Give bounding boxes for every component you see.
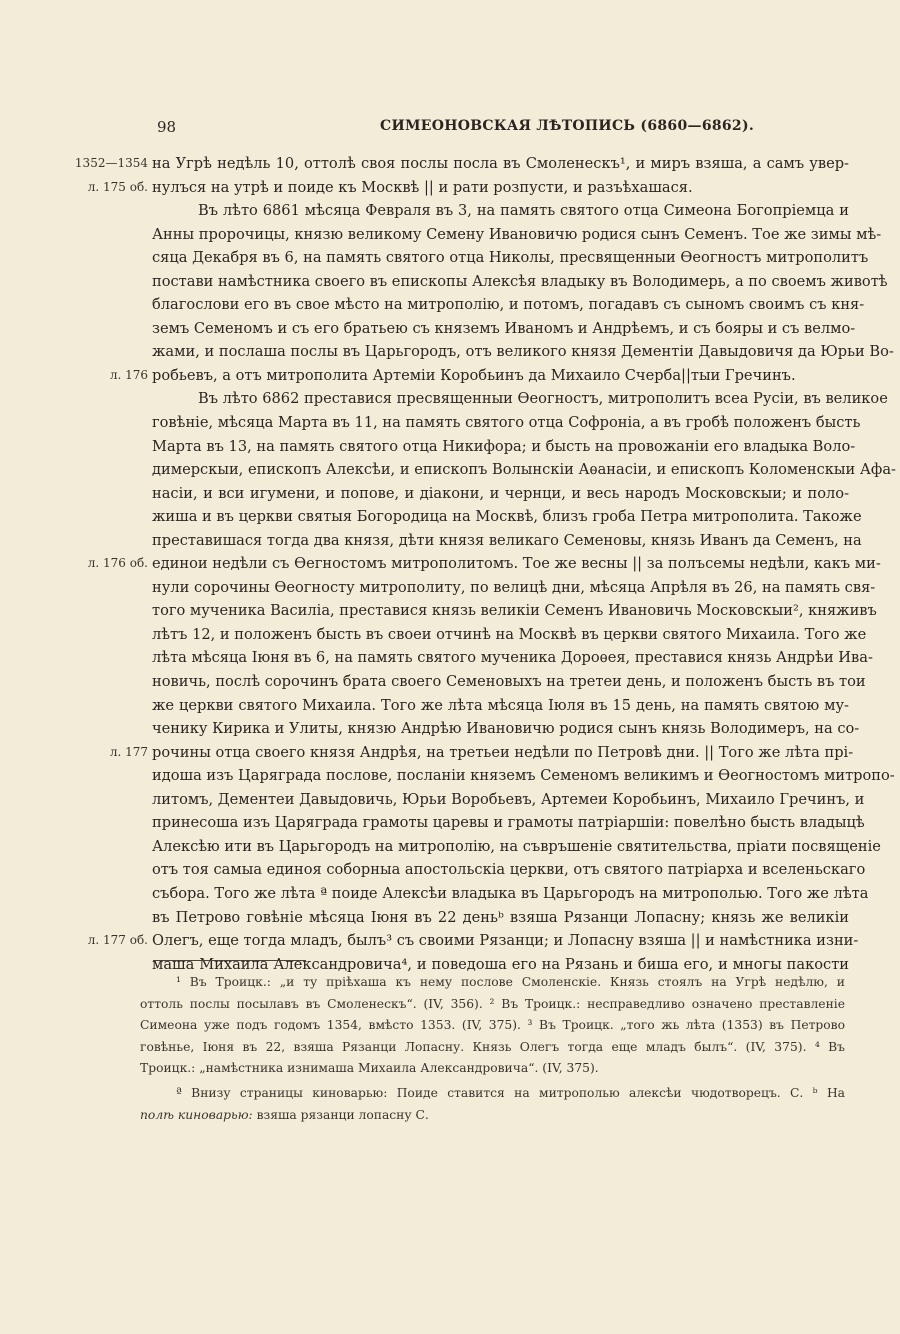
line-text: же церкви святого Михаила. Того же лѣта мѣсяца Іюля въ 15 день, на память святою му- [152,696,849,714]
line-text: говѣніе, мѣсяца Марта въ 11, на память святого отца Софроніа, а въ гробѣ положенъ бысть [152,414,861,432]
text-line [0,623,900,647]
note-line [140,1105,845,1127]
text-line [0,152,900,176]
margin-note: л. 177 об. [87,933,148,948]
running-title: СИМЕОНОВСКАЯ ЛѢТОПИСЬ (6860—6862). [380,118,755,134]
line-text: димерскыи, епископъ Алексѣи, и епископъ Волынскіи Аѳанасіи, и епископъ Коломенскыи Афа- [152,461,896,479]
line-text: Марта въ 13, на память святого отца Никифора; и бысть на провожаніи его владыка Воло- [152,437,856,455]
margin-note: 1352—1354 [74,156,148,170]
line-text: Въ лѣто 6862 преставися пресвященныи Ѳеогностъ, митрополитъ всеа Русіи, въ великое [198,390,888,408]
text-line [0,929,900,953]
text-line [0,882,900,906]
text-line [0,317,900,341]
line-text: благослови его въ свое мѣсто на митрополію, и потомъ, погадавъ съ сыномъ своимъ съ кня- [152,296,865,314]
text-line [0,411,900,435]
line-text: Въ лѣто 6861 мѣсяца Февраля въ 3, на память святого отца Симеона Богопріемца и [198,202,849,220]
line-text: рочины отца своего князя Андрѣя, на третьеи недѣли по Петровѣ дни. || Того же лѣта прі- [152,743,854,761]
margin-note: л. 176 об. [87,556,148,571]
text-line [0,270,900,294]
line-text: новичь, послѣ сорочинъ брата своего Семеновыхъ на третеи день, и положенъ бысть въ тои [152,673,866,691]
line-text: преставишася тогда два князя, дѣти князя великаго Семеновы, князь Иванъ да Семенъ, на [152,531,862,549]
line-text: Алексѣю ити въ Царьгородъ на митрополію, на съвръшеніе святительства, пріати посвященіе [152,837,881,855]
line-text: робьевъ, а отъ митрополита Артеміи Коробьинъ да Михаило Счерба||тыи Гречинъ. [152,366,796,384]
text-line [0,811,900,835]
text-line [0,858,900,882]
line-text: Анны пророчицы, князю великому Семену Ивановичю родися сынъ Семенъ. Тое же зимы мѣ- [152,225,882,243]
text-line [0,387,900,411]
margin-note: л. 177 [109,744,148,759]
line-text: земъ Семеномъ и съ его братьею съ княземъ Иваномъ и Андрѣемъ, и съ бояры и съ велмо- [152,319,856,337]
text-line [0,576,900,600]
text-line [0,717,900,741]
text-line [0,694,900,718]
main-text [0,152,900,976]
text-line [0,340,900,364]
line-text: въ Петрово говѣніе мѣсяца Іюня въ 22 деньᵇ взяша Рязанци Лопасну; князь же великіи [152,908,849,926]
note-text: взяша рязанци лопасну С. [252,1107,429,1122]
line-text: жами, и послаша послы въ Царьгородъ, отъ великого князя Дементіи Давыдовичя да Юрьи Во- [152,343,894,361]
line-text: на Угрѣ недѣль 10, оттолѣ своя послы посла въ Смоленескъ¹, и миръ взяша, а самъ увер- [152,155,849,172]
page-number: 98 [157,118,177,136]
line-text: отъ тоя самыа единоя соборныа апостольскіа церкви, отъ святого патріарха и вселеньскаго [152,861,866,879]
line-text: лѣта мѣсяца Іюня въ 6, на память святого мученика Дороѳея, преставися князь Андрѣи Ива- [152,649,873,667]
text-line [0,482,900,506]
text-line [0,246,900,270]
footnote-line: Симеона уже подъ годомъ 1354, вмѣсто 1353. (IV, 375). ³ Въ Троицк. „того жь лѣта (1353) въ Петрово [140,1018,845,1032]
footnote-line: оттоль послы посылавъ въ Смоленескъ“. (IV, 356). ² Въ Троицк.: несправедливо означено преставленіе [140,996,845,1011]
line-text: насіи, и вси игумени, и попове, и діакони, и чернци, и весь народъ Московскыи; и поло- [152,484,849,502]
text-line [0,223,900,247]
line-text: нули сорочины Ѳеогносту митрополиту, по велицѣ дни, мѣсяца Апрѣля въ 26, на память свя- [152,578,876,596]
line-text: постави намѣстника своего въ епископы Алексѣя владыку въ Володимерь, а по своемъ животѣ [152,272,888,290]
text-line [0,552,900,576]
text-line [0,646,900,670]
line-text: сяца Декабря въ 6, на память святого отца Николы, пресвященныи Ѳеогностъ митрополитъ [152,249,869,267]
text-line [0,176,900,200]
line-text: нулъся на утрѣ и поиде къ Москвѣ || и рати розпусти, и разъѣхашася. [152,178,693,196]
text-line [0,435,900,459]
line-text: жиша и въ церкви святыя Богородица на Москвѣ, близъ гроба Петра митрополита. Такоже [152,508,862,526]
text-line [0,788,900,812]
editorial-notes [140,1083,845,1126]
text-line [0,505,900,529]
footnotes [140,972,845,1080]
margin-note: л. 176 [109,367,148,382]
text-line [0,764,900,788]
text-line [0,364,900,388]
line-text: лѣтъ 12, и положенъ бысть въ своеи отчинѣ на Москвѣ въ церкви святого Михаила. Того же [152,625,867,643]
margin-note: л. 175 об. [87,179,148,194]
text-line [0,458,900,482]
footnote-line: говѣнье, Іюня въ 22, взяша Рязанци Лопасну. Князь Олегъ тогда еще младъ былъ“. (IV, 375). ⁴ Въ [140,1039,845,1054]
text-line [0,599,900,623]
line-text: ченику Кирика и Улиты, князю Андрѣю Ивановичю родися сынъ князь Володимеръ, на со- [152,720,860,738]
page-header [0,118,900,142]
line-text: литомъ, Дементеи Давыдовичь, Юрьи Воробьевъ, Артемеи Коробьинъ, Михаило Гречинъ, и [152,790,865,808]
text-line [0,529,900,553]
text-line [0,670,900,694]
line-text: маша Михаила Александровича⁴, и поведоша его на Рязань и биша его, и многы пакости [152,955,849,973]
text-line [0,199,900,223]
line-text: Олегъ, еще тогда младъ, былъ³ съ своими Рязанци; и Лопасну взяша || и намѣстника изни- [152,932,859,950]
text-line [0,293,900,317]
line-text: того мученика Василіа, преставися князь великіи Семенъ Ивановичь Московскыи², княживъ [152,602,877,620]
footnote-line: Троицк.: „намѣстника изнимаша Михаила Александровича“. (IV, 375). [140,1061,599,1075]
line-text: идоша изъ Царяграда послове, посланіи княземъ Семеномъ великимъ и Ѳеогностомъ митропо- [152,767,895,785]
footnote-divider [153,960,306,961]
text-line [0,835,900,859]
line-text: единои недѣли съ Ѳегностомъ митрополитомъ. Тое же весны || за полъсемы недѣли, какъ ми- [152,555,881,573]
note-italic: полѣ киноварью: [140,1107,253,1122]
footnote-line: ¹ Въ Троицк.: „и ту пріѣхаша къ нему послове Смоленскіе. Князь стоялъ на Угрѣ недѣлю, и [176,975,845,989]
text-line [0,741,900,765]
text-line [0,906,900,930]
note-line: ª Внизу страницы киноварью: Поиде ставится на митрополью алексѣи чюдотворецъ. С. ᵇ На [176,1086,845,1100]
line-text: събора. Того же лѣта ª поиде Алексѣи владыка въ Царьгородъ на митрополью. Того же лѣта [152,884,869,902]
line-text: принесоша изъ Царяграда грамоты царевы и грамоты патріаршіи: повелѣно бысть владыцѣ [152,814,865,832]
